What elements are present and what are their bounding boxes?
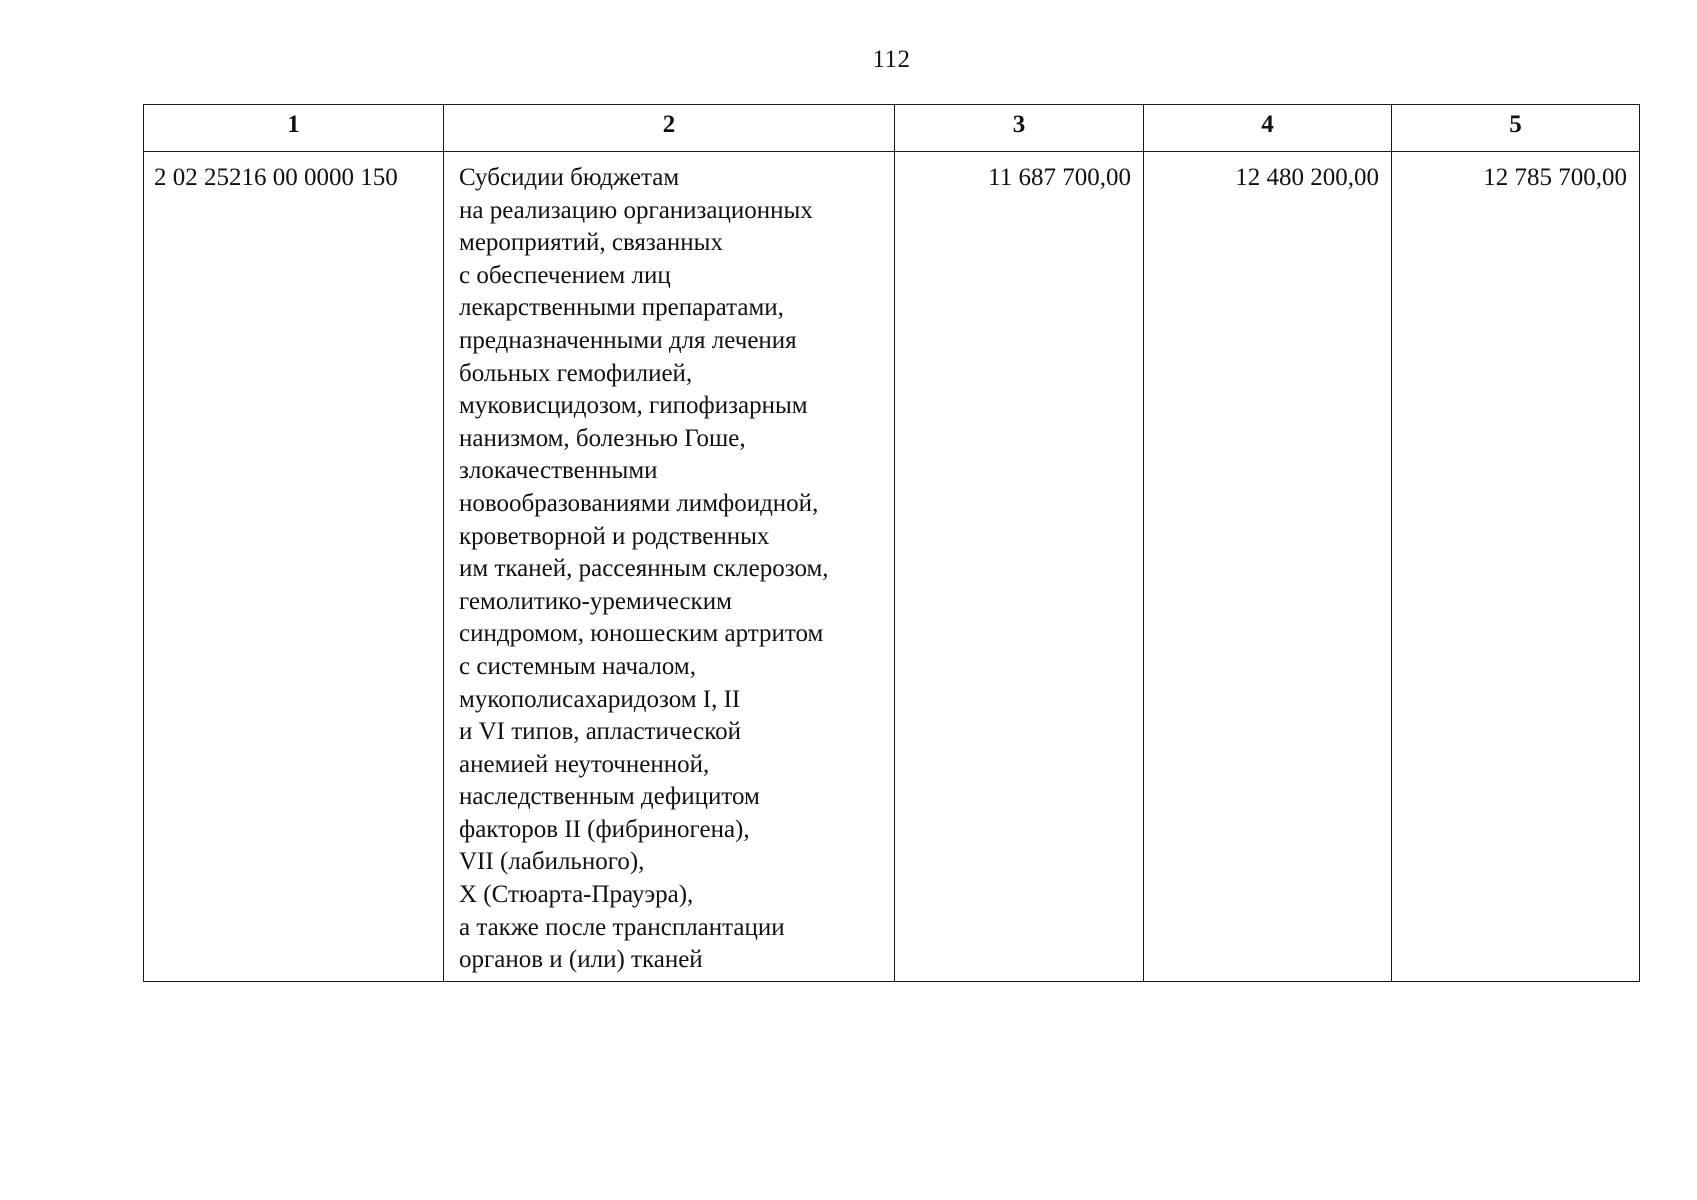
- description-line: на реализацию организационных: [459, 196, 813, 224]
- description-line: с системным началом,: [459, 652, 696, 680]
- description-line: VII (лабильного),: [459, 848, 645, 876]
- description-line: гемолитико-уремическим: [459, 587, 732, 615]
- table-row: [144, 152, 1640, 982]
- description-line: муковисцидозом, гипофизарным: [459, 392, 808, 420]
- table-header-row: [144, 105, 1640, 152]
- column-header-4: 4: [1144, 105, 1392, 152]
- description-line: нанизмом, болезнью Гоше,: [459, 424, 746, 452]
- description-line: X (Стюарта-Прауэра),: [459, 881, 694, 909]
- column-header-2: 2: [444, 105, 895, 152]
- budget-table: [143, 104, 1640, 982]
- description-line: факторов II (фибриногена),: [459, 815, 750, 843]
- column-header-3: 3: [895, 105, 1144, 152]
- description-line: новообразованиями лимфоидной,: [459, 489, 819, 517]
- description-line: наследственным дефицитом: [459, 783, 760, 811]
- description-line: Субсидии бюджетам: [459, 164, 680, 191]
- amount-column-5: 12 785 700,00: [1392, 152, 1640, 982]
- description-line: мероприятий, связанных: [459, 229, 723, 257]
- description-line: злокачественными: [459, 457, 658, 485]
- description-line: мукополисахаридозом I, II: [459, 685, 741, 713]
- column-header-1: 1: [144, 105, 444, 152]
- description-cell: [444, 152, 895, 982]
- description-line: больных гемофилией,: [459, 359, 693, 387]
- description-line: анемией неуточненной,: [459, 750, 710, 778]
- page-number: 112: [872, 46, 911, 73]
- amount-column-4: 12 480 200,00: [1144, 152, 1392, 982]
- description-line: предназначенными для лечения: [459, 326, 797, 354]
- description-line: органов и (или) тканей: [459, 946, 703, 974]
- description-line: кроветворной и родственных: [459, 522, 770, 550]
- budget-code-cell: 2 02 25216 00 0000 150: [144, 152, 444, 982]
- description-line: а также после трансплантации: [459, 913, 785, 941]
- description-line: и VI типов, апластической: [459, 718, 742, 746]
- description-line: с обеспечением лиц: [459, 261, 671, 289]
- amount-column-3: 11 687 700,00: [895, 152, 1144, 982]
- column-header-5: 5: [1392, 105, 1640, 152]
- description-line: лекарственными препаратами,: [459, 294, 784, 322]
- description-line: синдромом, юношеским артритом: [459, 620, 824, 648]
- description-line: им тканей, рассеянным склерозом,: [459, 555, 829, 583]
